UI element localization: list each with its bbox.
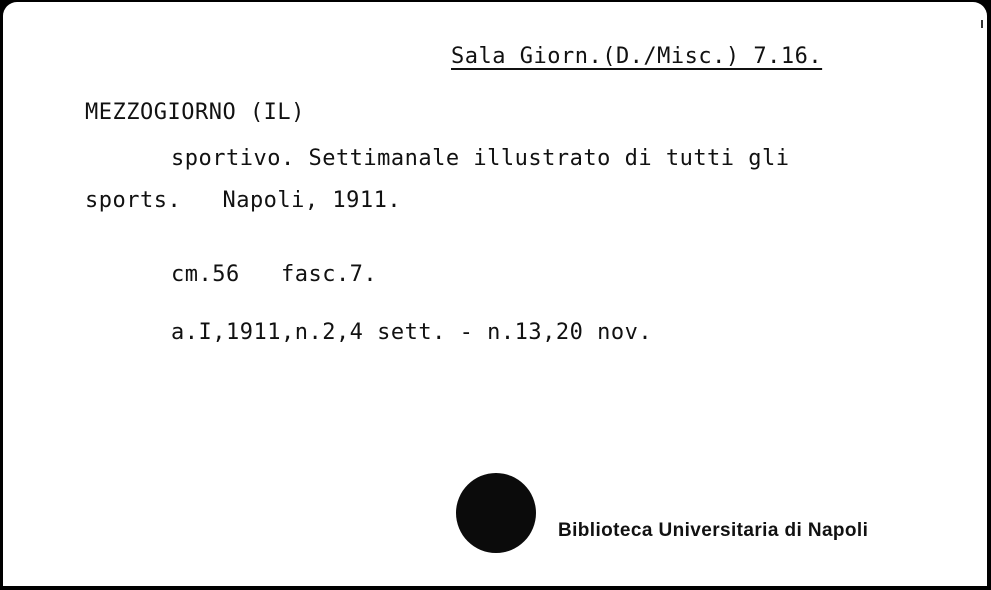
library-name: Biblioteca Universitaria di Napoli <box>558 520 869 541</box>
catalog-card <box>3 2 987 586</box>
entry-title: MEZZOGIORNO (IL) <box>85 100 305 125</box>
shelfmark: Sala Giorn.(D./Misc.) 7.16. <box>451 44 823 69</box>
holdings-statement: a.I,1911,n.2,4 sett. - n.13,20 nov. <box>171 320 653 345</box>
library-stamp-circle <box>456 473 536 553</box>
edge-mark <box>981 20 983 28</box>
entry-description-line-1: sportivo. Settimanale illustrato di tutti gli <box>171 146 790 171</box>
entry-description-line-2: sports. Napoli, 1911. <box>85 188 402 213</box>
physical-description: cm.56 fasc.7. <box>171 262 378 287</box>
